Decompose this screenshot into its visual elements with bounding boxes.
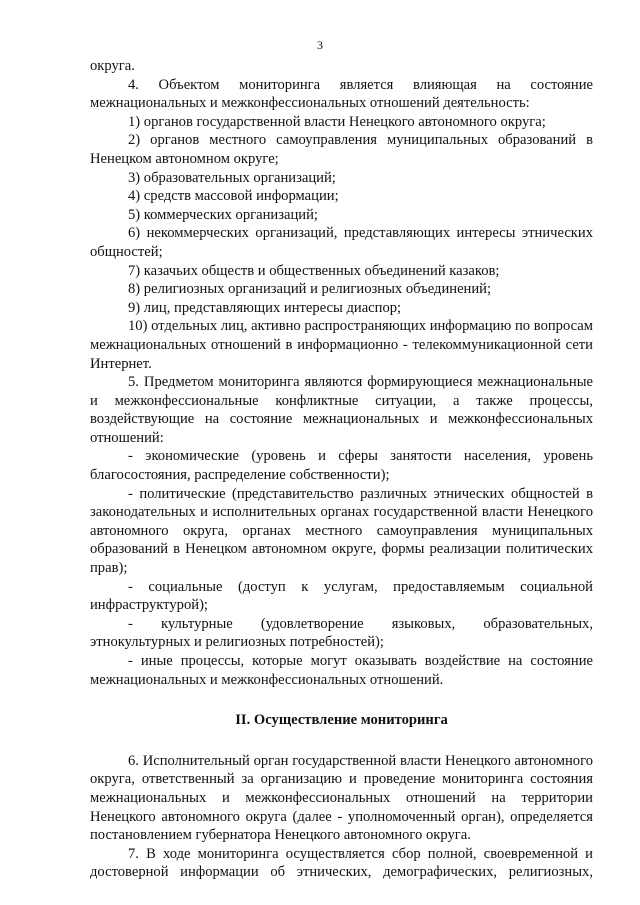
list-item: 2) органов местного самоуправления муниципальных образований в Ненецком автономном округе; — [90, 132, 593, 167]
list-item: 3) образовательных организаций; — [128, 169, 336, 186]
section-heading: II. Осуществление мониторинга — [235, 712, 448, 729]
paragraph: округа. — [90, 58, 135, 74]
list-item: 7) казачьих обществ и общественных объединений казаков; — [128, 262, 500, 279]
list-item: 1) органов государственной власти Ненецкого автономного округа; — [128, 113, 546, 130]
list-item: - политические (представительство различных этнических общностей в законодательных и исполнительных органах государственной власти Ненецкого автономного округа, органах местного самоуправления муниципальных образований в Ненецком автономном округе, формы реализации политических прав); — [90, 485, 593, 577]
list-item: 8) религиозных организаций и религиозных объединений; — [128, 281, 492, 298]
list-item: - культурные (удовлетворение языковых, образовательных, этнокультурных и религиозных потребностей); — [90, 615, 593, 651]
list-item: 6) некоммерческих организаций, представляющих интересы этнических общностей; — [90, 225, 593, 260]
page-number: 3 — [317, 38, 323, 52]
list-item: 10) отдельных лиц, активно распространяющих информацию по вопросам межнациональных отношений в информационно - телекоммуникационной сети Интернет. — [90, 318, 593, 372]
document-body — [90, 57, 593, 882]
list-item: - иные процессы, которые могут оказывать воздействие на состояние межнациональных и межконфессиональных отношений. — [90, 653, 593, 688]
paragraph: 6. Исполнительный орган государственной власти Ненецкого автономного округа, ответственный за организацию и проведение мониторинга состояния межнациональных и межконфессиональных отношений на территории Ненецкого автономного округа (далее - уполномоченный орган), определяется постановлением губернатора Ненецкого автономного округа. — [90, 752, 593, 844]
paragraph: 5. Предметом мониторинга являются формирующиеся межнациональные и межконфессиональные конфликтные ситуации, а также процессы, воздействующие на состояние межнациональных и межконфессиональных отношений: — [90, 374, 593, 446]
paragraph: 4. Объектом мониторинга является влияющая на состояние межнациональных и межконфессиональных отношений деятельность: — [90, 76, 593, 112]
list-item: 5) коммерческих организаций; — [128, 206, 318, 223]
list-item: 4) средств массовой информации; — [128, 188, 339, 205]
list-item: 9) лиц, представляющих интересы диаспор; — [128, 299, 402, 316]
paragraph: 7. В ходе мониторинга осуществляется сбор полной, своевременной и достоверной информации об этнических, демографических, религиозных, — [90, 845, 593, 881]
list-item: - социальные (доступ к услугам, предоставляемым социальной инфраструктурой); — [90, 578, 593, 614]
list-item: - экономические (уровень и сферы занятости населения, уровень благосостояния, распределение собственности); — [90, 448, 593, 484]
